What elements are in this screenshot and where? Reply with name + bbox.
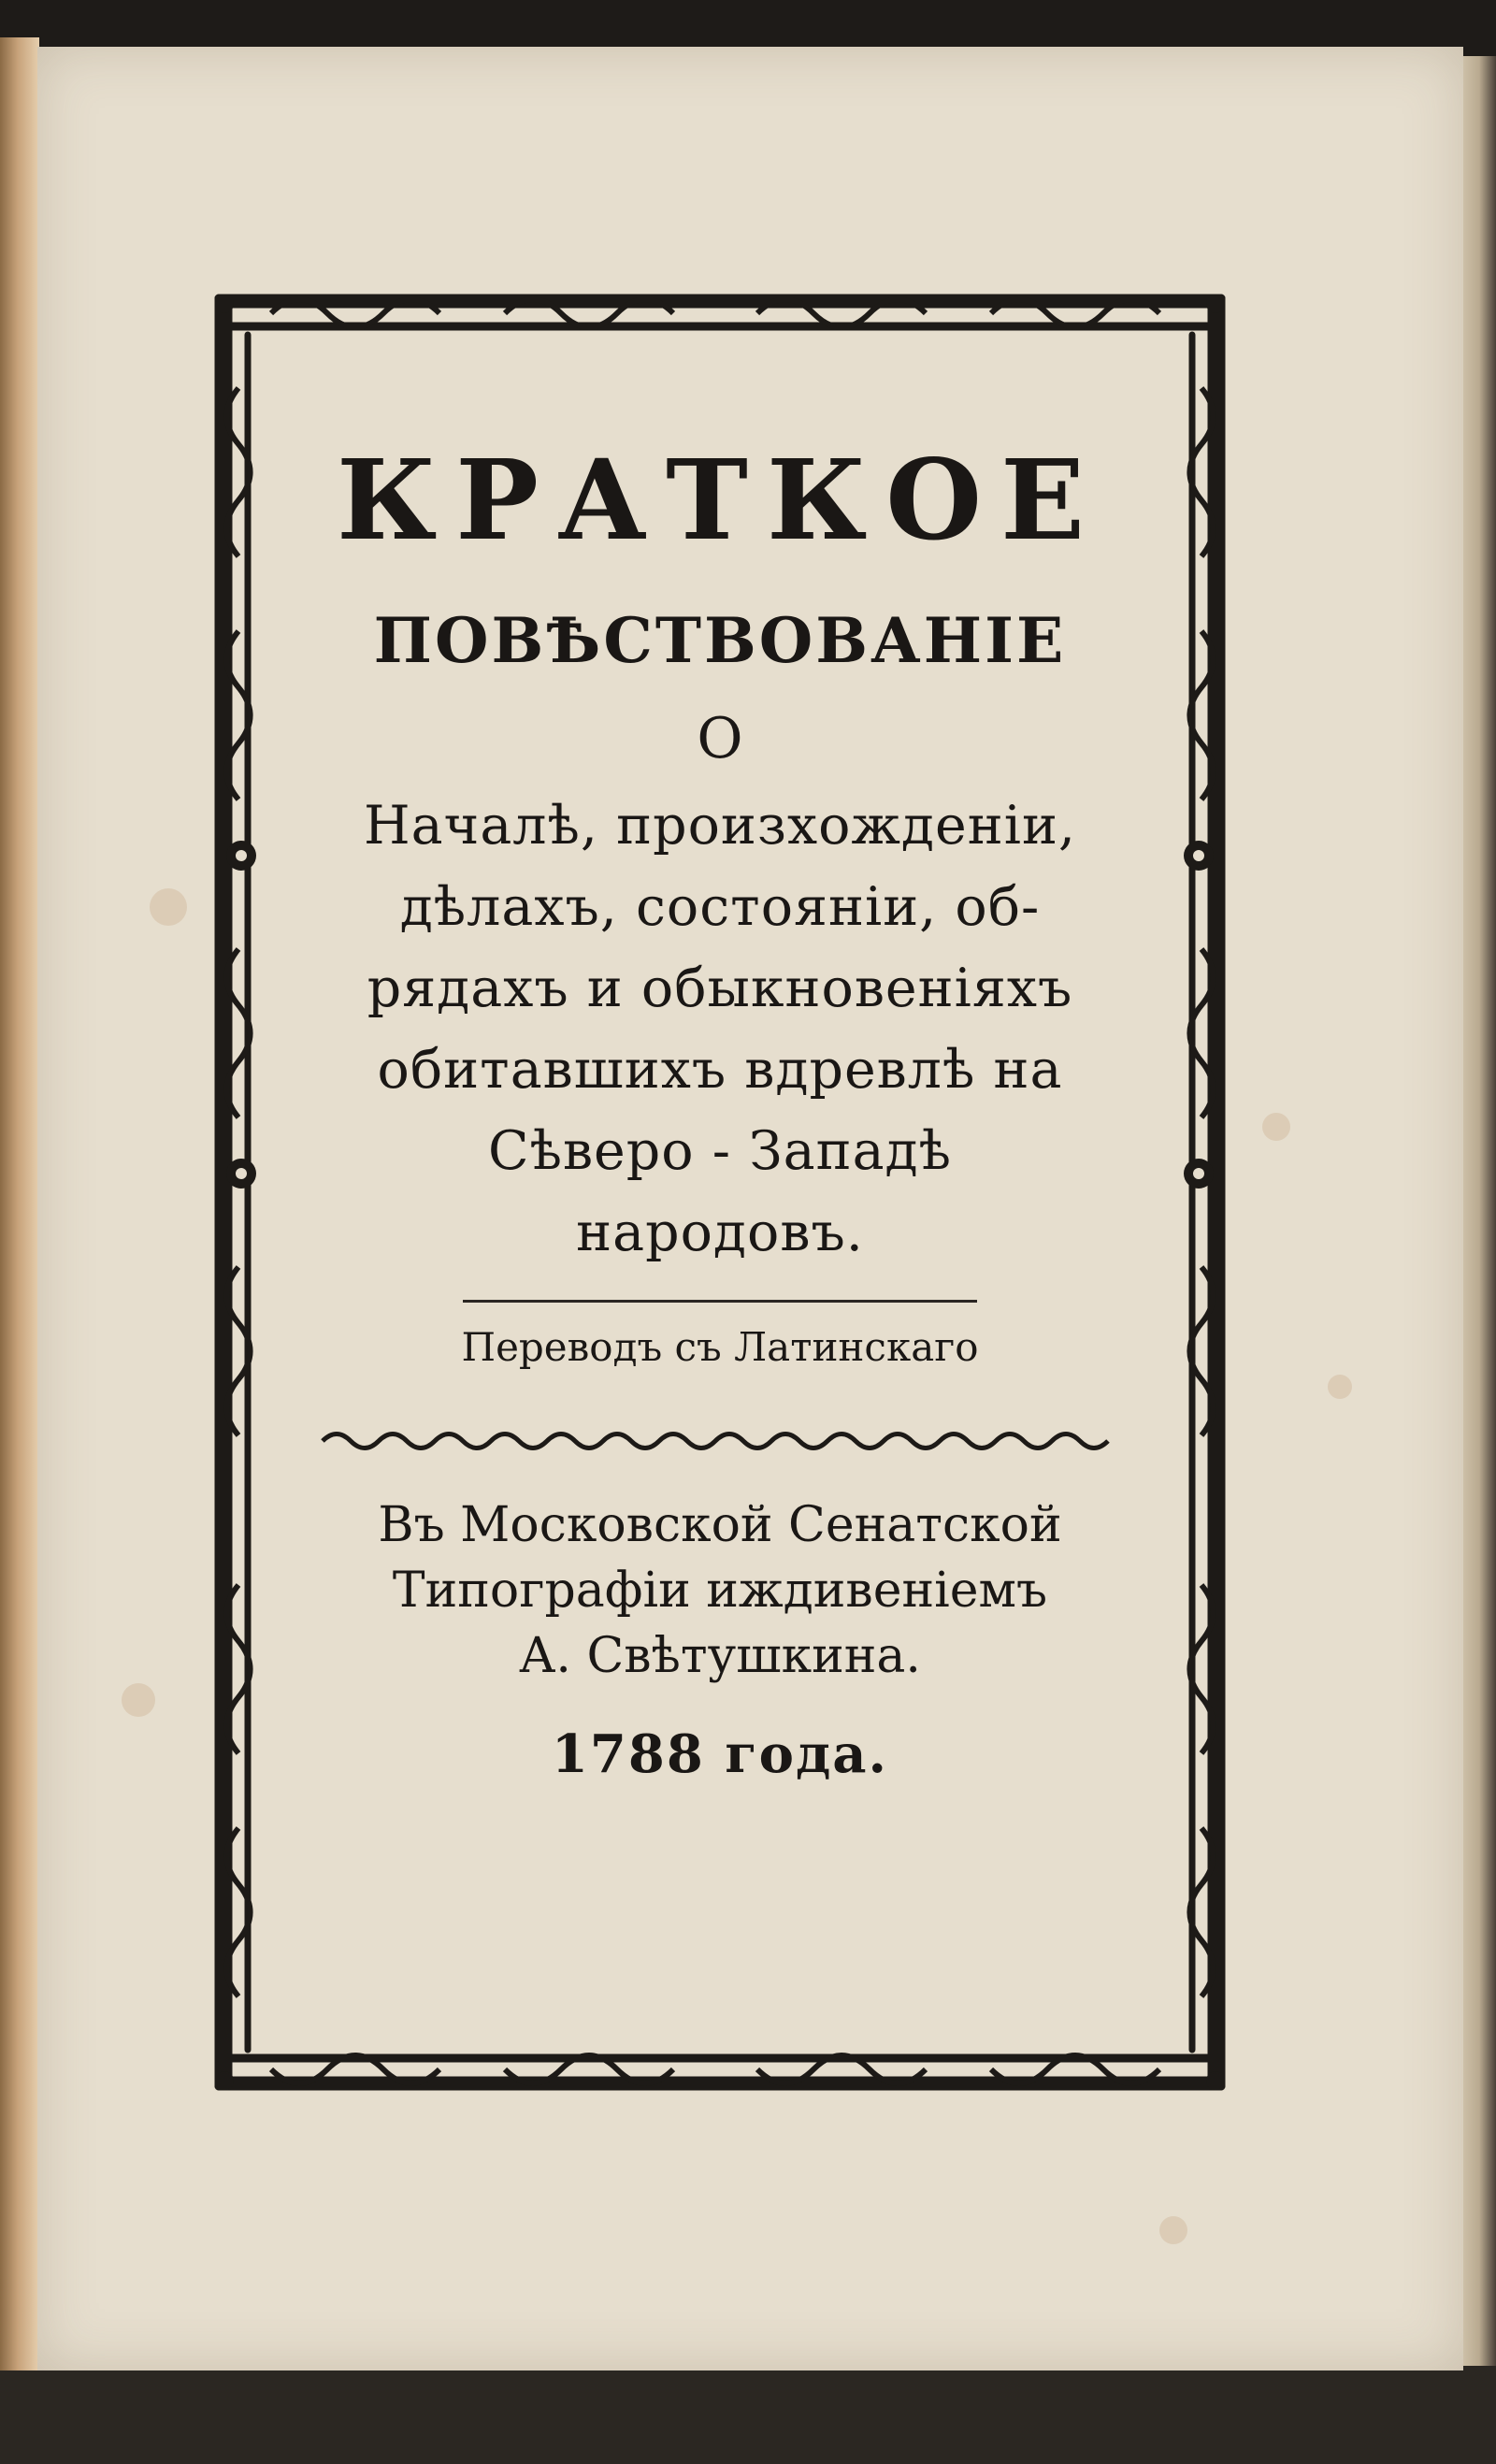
book-spine [0, 37, 39, 2375]
title-body-line: Началѣ, произхожденіи, [363, 795, 1077, 857]
title-body-line: дѣлахъ, состояніи, об- [399, 876, 1041, 938]
main-title: КРАТКОЕ [336, 435, 1104, 565]
title-text-block [262, 435, 1178, 1787]
imprint-line: Типографіи иждивеніемъ [392, 1563, 1048, 1619]
divider-rule [463, 1300, 977, 1303]
scan-backdrop-bottom [0, 2370, 1496, 2464]
ornamental-divider [313, 1427, 1127, 1455]
foxing-stain [1159, 2216, 1187, 2244]
title-body-line: народовъ. [576, 1202, 864, 1263]
title-preposition: О [697, 706, 743, 771]
imprint-line: Въ Московской Сенатской [378, 1497, 1062, 1553]
foxing-stain [1262, 1113, 1290, 1141]
foxing-stain [1328, 1375, 1352, 1399]
imprint-line: А. Свѣтушкина. [519, 1628, 921, 1684]
title-body-line: обитавшихъ вдревлѣ на [377, 1039, 1063, 1101]
title-body-line: Сѣверо - Западѣ [487, 1120, 953, 1182]
publication-year: 1788 года. [551, 1723, 889, 1785]
foxing-stain [150, 888, 187, 926]
translation-note: Переводъ съ Латинскаго [461, 1324, 979, 1370]
subtitle: ПОВѢСТВОВАНІЕ [373, 604, 1067, 677]
title-page [37, 47, 1463, 2370]
title-body-line: рядахъ и обыкновеніяхъ [367, 958, 1073, 1019]
foxing-stain [122, 1683, 155, 1717]
